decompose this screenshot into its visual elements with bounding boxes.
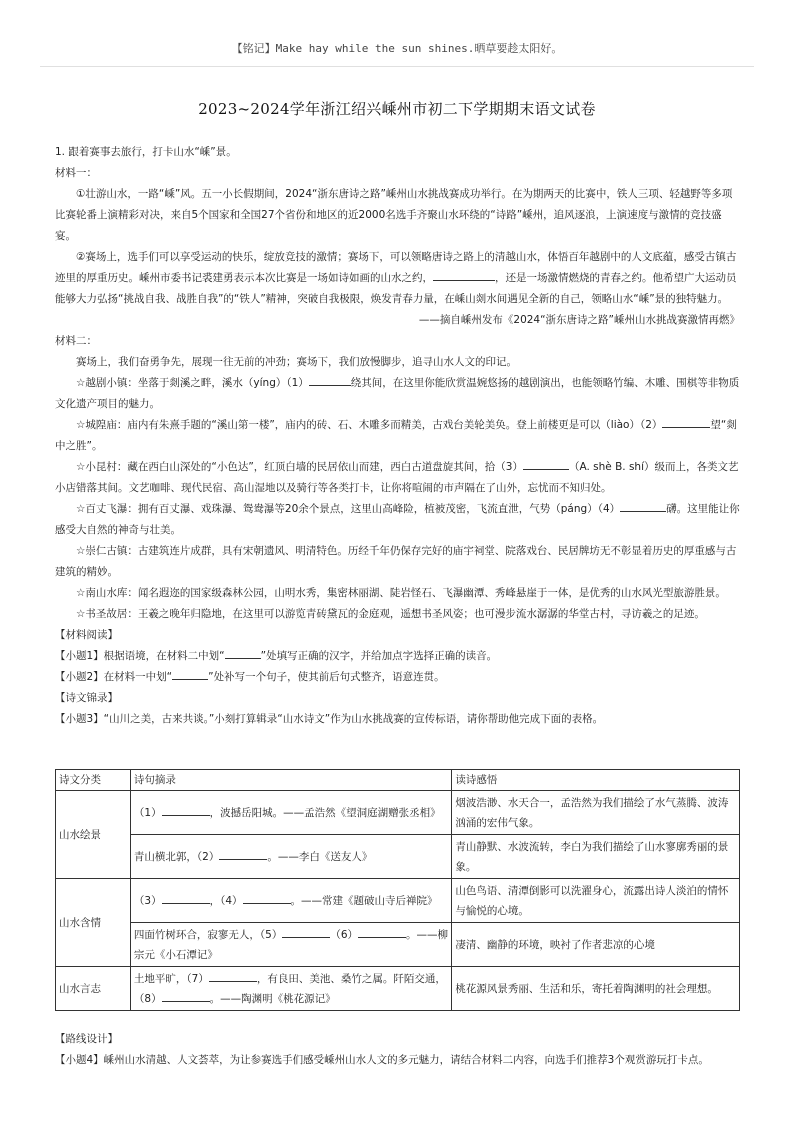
text: 【小题2】在材料一中划“ [55,671,173,683]
answer-blank [523,458,569,470]
spot-nanshan-reservoir: ☆南山水库：闻名遐迩的国家级森林公园，山明水秀，集密林丽湖、陡岩怪石、飞瀑幽潭、秀峰悬崖于一体，是优秀的山水风光型旅游胜景。 [76,587,726,599]
header-motto: 【铭记】Make hay while the sun shines.晒草要趁太阳好。 [231,42,563,55]
spot-calligraphy-sage-home: ☆书圣故居：王羲之晚年归隐地，在这里可以游览青砖黛瓦的金庭观，遥想书圣风姿；也可漫步流水潺潺的华堂古村，寻访羲之的足迹。 [76,608,705,620]
table-row [56,923,740,967]
material-1-label: 材料一： [55,167,97,179]
text: ☆城隍庙：庙内有朱熹手题的“溪山第一楼”，庙内的砖、石、木雕多而精美，古戏台美轮美奂。登上前楼更是可以（liào）（2） [76,419,663,431]
header-divider [40,66,754,67]
text: （3） [133,894,162,907]
section-poems: 【诗文锦录】 [55,692,118,704]
text: 。——陶渊明《桃花源记》 [209,992,336,1005]
material-2-label: 材料二： [55,335,97,347]
text: 绕其间，在这里你能欣赏温婉悠扬的越剧演出，也能领略竹编、木雕、围棋等非物质文化遗产项目的魅力。 [55,377,740,410]
text: ”处补写一个句子，使其前后句式整齐，语意连贯。 [208,671,445,683]
reflection-cell: 青山静默、水波流转，李白为我们描绘了山水寥廓秀丽的景象。 [452,835,740,879]
sub-question-1 [55,646,740,667]
text: ，波撼岳阳城。——孟浩然《望洞庭湖赠张丞相》 [209,806,441,819]
text: 望“剡中之胜”。 [55,419,737,452]
table-header-row [56,770,740,791]
spot-yueju-town [55,373,740,415]
text: （6） [330,928,359,941]
answer-blank [162,990,210,1002]
text: ☆小昆村：藏在西白山深处的“小色达”，红顶白墙的民居依山而建，西白古道盘旋其间，拾（3） [76,461,523,473]
excerpt-cell [130,967,452,1011]
reflection-cell: 山色鸟语、清潭倒影可以洗濯身心，流露出诗人淡泊的情怀与愉悦的心境。 [452,879,740,923]
spot-xiaokun-village [55,457,740,499]
material-1-paragraph-2 [55,247,740,310]
answer-blank [162,804,210,816]
spot-chongren-town: ☆崇仁古镇：古建筑连片成群，具有宋朝遗风、明清特色。历经千年仍保存完好的庙宇祠堂、院落戏台、民居牌坊无不彰显着历史的厚重感与古建筑的精妙。 [55,545,737,578]
answer-blank [219,848,267,860]
category-cell: 山水绘景 [56,791,131,879]
document-title: 2023~2024学年浙江绍兴嵊州市初二下学期期末语文试卷 [198,100,596,118]
poems-table [55,769,740,1011]
reflection-cell: 烟波浩渺、水天合一，孟浩然为我们描绘了水气蒸腾、波涛汹涌的宏伟气象。 [452,791,740,835]
text: ”处填写正确的汉字，并给加点字选择正确的读音。 [260,650,498,662]
answer-blank [620,500,666,512]
table-header-cell: 读诗感悟 [452,770,740,791]
answer-blank [162,892,210,904]
spot-chenghuang-temple [55,415,740,457]
question-intro: 1. 跟着赛事去旅行，打卡山水“嵊”景。 [55,146,237,158]
answer-blank [358,926,406,938]
text: ，（4） [209,894,243,907]
answer-blank [282,926,330,938]
answer-blank [243,892,291,904]
text: 。——柳宗元《小石潭记》 [133,928,449,961]
text: （1） [133,806,162,819]
section-reading: 【材料阅读】 [55,629,118,641]
answer-blank [172,668,208,680]
table-header-cell: 诗文分类 [56,770,131,791]
material-1-paragraph-1: ①壮游山水，一路“嵊”风。五一小长假期间，2024“浙东唐诗之路”嵊州山水挑战赛成功举行。在为期两天的比赛中，铁人三项、轻越野等多项比赛轮番上演精彩对决，来自5个国家和全国27个省份和地区的近2000名选手齐聚山水环绕的“诗路”嵊州，追风逐浪，上演速度与激情的竞技盛宴。 [55,188,733,242]
text: ☆百丈飞瀑：拥有百丈瀑、戏珠瀑、鸳鸯瀑等20余个景点，这里山高峰险，植被茂密，飞流直泄，气势（páng）（4） [76,503,621,515]
text: ，还是一场激情燃烧的青春之约。他希望广大运动员能够大力弘扬“挑战自我、战胜自我”的“铁人”精神，突破自我极限，焕发青春力量，在嵊山剡水间遇见全新的自己，领略山水“嵊”景的独特魅力。 [55,272,737,305]
sub-question-2 [55,667,740,688]
text: 礴。这里能让你感受大自然的神奇与壮美。 [55,503,740,536]
text: ☆越剧小镇：坐落于剡溪之畔，溪水（yíng）（1） [76,377,309,389]
material-2-intro: 赛场上，我们奋勇争先，展现一往无前的冲劲；赛场下，我们放慢脚步，追寻山水人文的印记。 [76,356,517,368]
answer-blank [309,374,351,386]
category-cell: 山水含情 [56,879,131,967]
table-row [56,967,740,1011]
reflection-cell: 桃花源风景秀丽、生活和乐，寄托着陶渊明的社会理想。 [452,967,740,1011]
excerpt-cell [130,923,452,967]
excerpt-cell [130,791,452,835]
text: 土地平旷，（7） [133,972,209,985]
text: 青山横北郭，（2） [133,850,220,863]
sub-question-3: 【小题3】“山川之美，古来共谈。”小刻打算辑录“山水诗文”作为山水挑战赛的宣传标语，请你帮助他完成下面的表格。 [55,713,604,725]
sub-question-4: 【小题4】嵊州山水清越、人文荟萃，为让参赛选手们感受嵊州山水人文的多元魅力，请结合材料二内容，向选手们推荐3个观赏游玩打卡点。 [55,1054,709,1066]
reflection-cell: 凄清、幽静的环境，映衬了作者悲凉的心境 [452,923,740,967]
text: 。——常建《题破山寺后禅院》 [290,894,438,907]
table-row [56,835,740,879]
table-row [56,879,740,923]
text: 四面竹树环合，寂寥无人，（5） [133,928,283,941]
answer-blank [209,970,257,982]
route-section [55,1029,740,1071]
text: ②赛场上，选手们可以享受运动的快乐，绽放竞技的激情；赛场下，可以领略唐诗之路上的清越山水，体悟百年越剧中的人文底蕴，感受古镇古迹里的厚重历史。嵊州市委书记裘建勇表示本次比赛是一场如诗如画的山水之约， [55,251,737,284]
spot-baizhang-waterfall [55,499,740,541]
table-row [56,791,740,835]
text: ，有良田、美池、桑竹之属。阡陌交通，（8） [133,972,446,1005]
text: 。——李白《送友人》 [267,850,373,863]
material-1-source: ——摘自嵊州发布《2024“浙东唐诗之路”嵊州山水挑战赛激情再燃》 [418,314,740,326]
answer-blank [433,269,495,281]
answer-blank [225,647,261,659]
answer-blank [662,416,710,428]
category-cell: 山水言志 [56,967,131,1011]
section-route-design: 【路线设计】 [55,1033,118,1045]
text: （A. shè B. shí）级而上，各类文艺小店错落其间。文艺咖啡、现代民宿、高山湿地以及骑行等各类打卡，让你将喧闹的市声隔在了山外，忘忧而不知归处。 [55,461,739,494]
text: 【小题1】根据语境，在材料二中划“ [55,650,225,662]
question-content [55,142,740,730]
table-header-cell: 诗句摘录 [130,770,452,791]
excerpt-cell [130,835,452,879]
excerpt-cell [130,879,452,923]
